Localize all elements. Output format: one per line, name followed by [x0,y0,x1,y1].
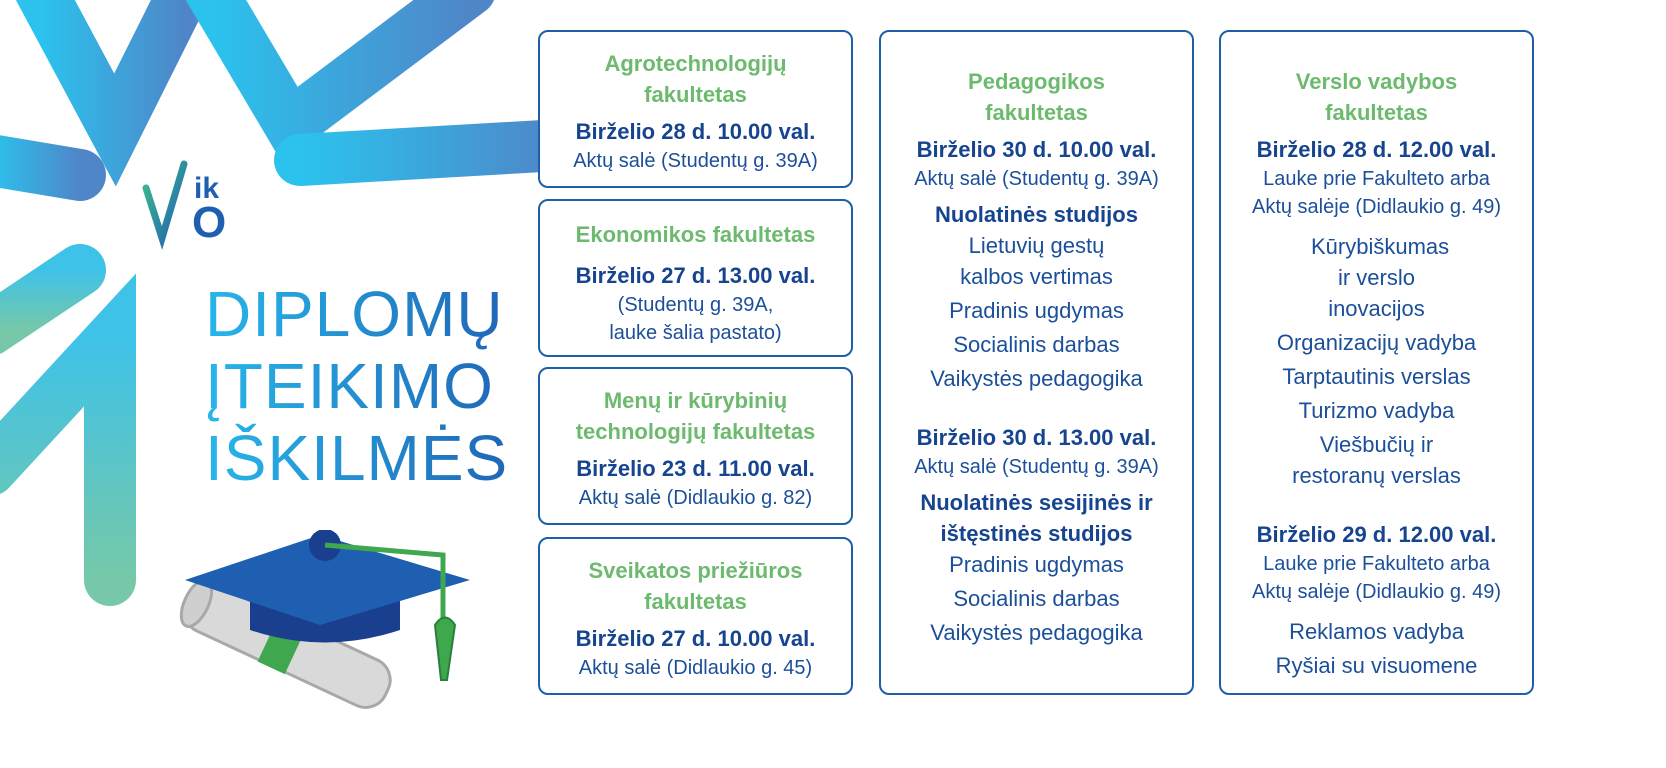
ceremony-address: Aktų salė (Didlaukio g. 82) [578,487,813,509]
session-2-address-line-2: Aktų salėje (Didlaukio g. 49) [1251,581,1501,603]
program-item: Pradinis ugdymas [949,552,1124,577]
graduation-cap-icon [165,530,525,760]
program-item: Socialinis darbas [953,332,1120,357]
session-1-address-line-1: Lauke prie Fakulteto arba [1263,168,1490,190]
program-item: Kūrybiškumas ir verslo inovacijos [1311,234,1450,321]
logo-o: O [192,198,227,247]
page-title [205,278,535,494]
decorative-panel [0,0,570,768]
ceremony-date: Birželio 23 d. 11.00 val. [576,456,815,481]
viko-logo [140,160,250,260]
logo-ik: ik [194,172,220,205]
session-2-date: Birželio 29 d. 12.00 val. [1256,522,1497,547]
program-item: Reklamos vadyba [1289,619,1464,644]
faculty-name: Sveikatos priežiūros fakultetas [588,558,803,614]
program-item: Ryšiai su visuomene [1275,653,1478,678]
faculty-card-menu [538,367,853,525]
ceremony-address: Aktų salė (Studentų g. 39A) [573,150,818,172]
faculty-name: Ekonomikos fakultetas [575,222,816,247]
program-item: Organizacijų vadyba [1276,330,1477,355]
program-item: Lietuvių gestų kalbos vertimas [960,233,1113,289]
ceremony-address-line-1: (Studentų g. 39A, [617,294,774,316]
session-1-address: Aktų salė (Studentų g. 39A) [914,168,1159,190]
program-item: Pradinis ugdymas [949,298,1124,323]
program-item: Socialinis darbas [953,586,1120,611]
faculty-card-pedagogikos [879,30,1194,695]
session-2-address: Aktų salė (Studentų g. 39A) [914,456,1159,478]
title-line-1: DIPLOMŲ [205,278,535,350]
faculty-name: Menų ir kūrybinių technologijų fakultetas [575,388,816,444]
ceremony-date: Birželio 27 d. 13.00 val. [575,263,816,288]
graduation-cap-illustration [165,530,525,760]
session-1-date: Birželio 28 d. 12.00 val. [1256,137,1497,162]
program-item: Vaikystės pedagogika [930,366,1143,391]
program-item: Vaikystės pedagogika [930,620,1143,645]
faculty-card-agrotechnologiju [538,30,853,188]
title-line-2: ĮTEIKIMO [205,350,535,422]
session-2-date: Birželio 30 d. 13.00 val. [916,425,1157,450]
faculty-card-sveikatos [538,537,853,695]
faculty-name: Verslo vadybos fakultetas [1295,69,1458,125]
ceremony-date: Birželio 27 d. 10.00 val. [575,626,816,651]
session-1-subtitle: Nuolatinės studijos [935,202,1138,227]
ceremony-address: Aktų salė (Didlaukio g. 45) [578,657,813,679]
program-item: Viešbučių ir restoranų verslas [1292,432,1461,488]
faculty-name: Pedagogikos fakultetas [968,69,1105,125]
session-1-date: Birželio 30 d. 10.00 val. [916,137,1157,162]
faculty-card-ekonomikos [538,199,853,357]
ceremony-date: Birželio 28 d. 10.00 val. [575,119,816,144]
session-2-subtitle: Nuolatinės sesijinės ir ištęstinės studijos [920,490,1153,546]
ceremony-address-line-2: lauke šalia pastato) [609,322,782,344]
session-1-address-line-2: Aktų salėje (Didlaukio g. 49) [1251,196,1501,218]
faculty-name: Agrotechnologijų fakultetas [604,51,787,107]
session-2-address-line-1: Lauke prie Fakulteto arba [1263,553,1490,575]
faculty-card-verslo [1219,30,1534,695]
title-line-3: IŠKILMĖS [205,422,535,494]
program-item: Turizmo vadyba [1298,398,1455,423]
program-item: Tarptautinis verslas [1282,364,1471,389]
